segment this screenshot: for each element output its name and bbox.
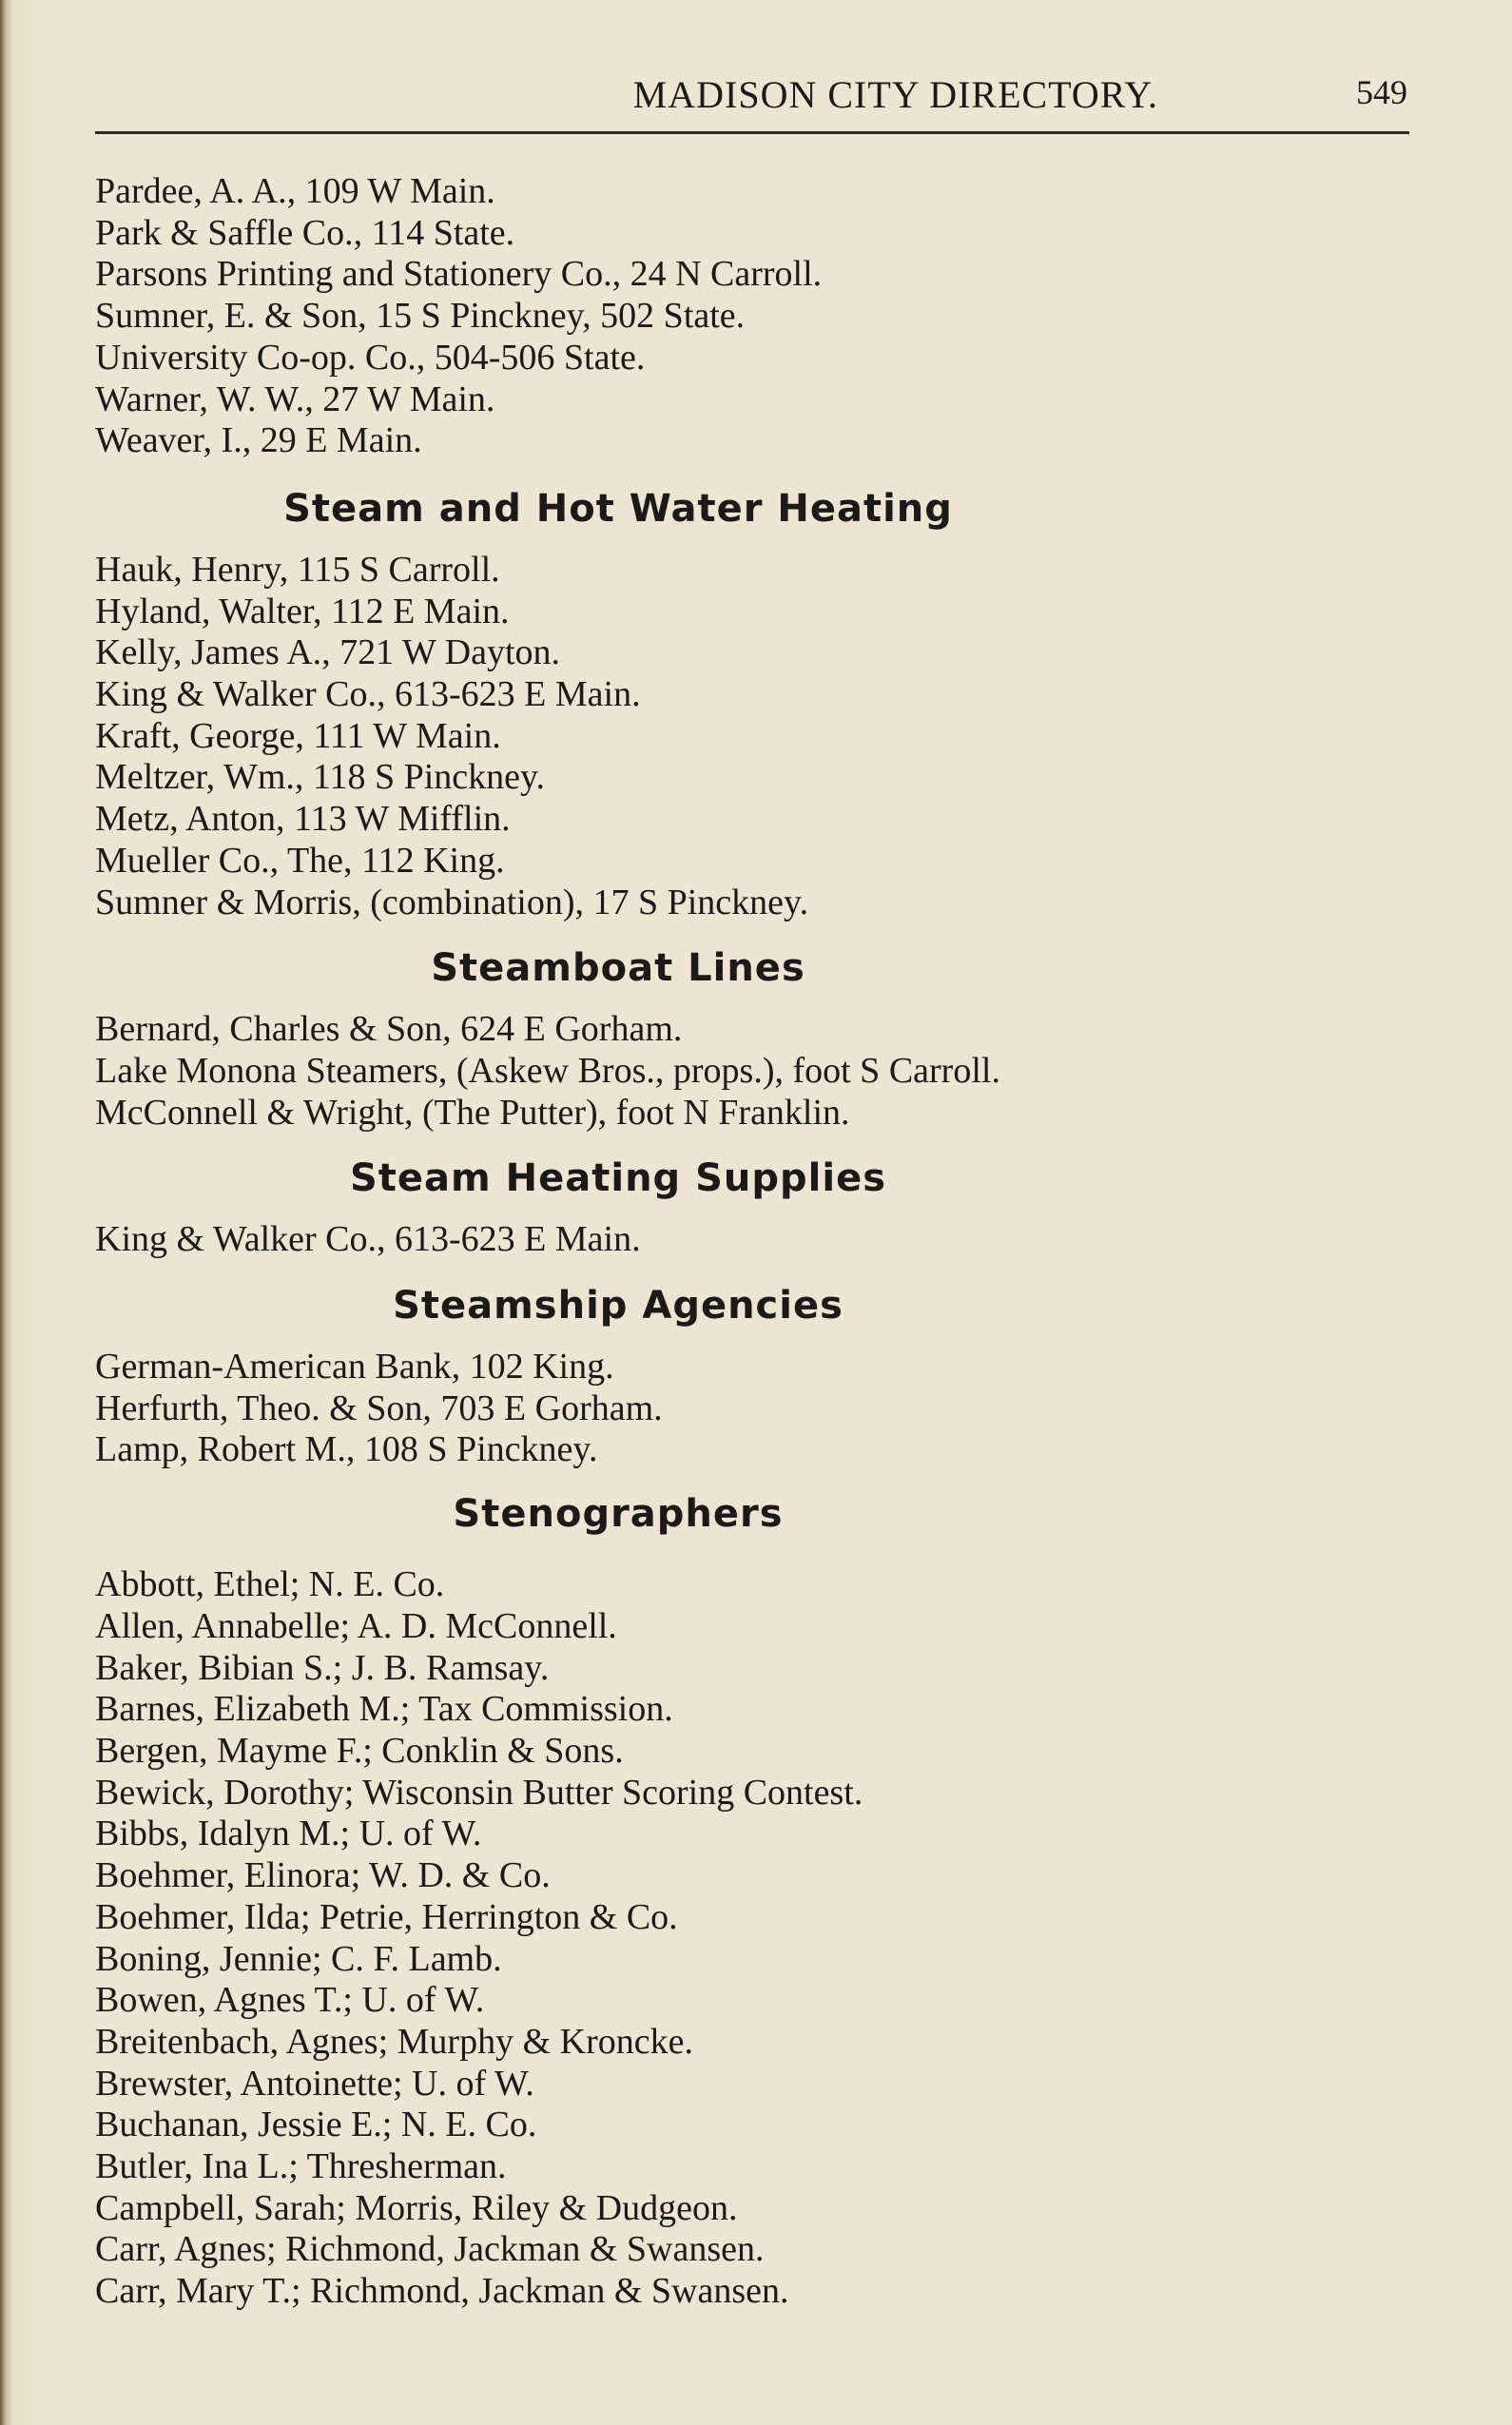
list-item: Boning, Jennie; C. F. Lamb. (95, 1938, 502, 1979)
list-item: Brewster, Antoinette; U. of W. (95, 2063, 534, 2104)
section-steamship-agencies (95, 1347, 1426, 1471)
list-item: Bibbs, Idalyn M.; U. of W. (95, 1814, 482, 1854)
list-item: Boehmer, Ilda; Petrie, Herrington & Co. (95, 1896, 678, 1937)
section-heading-steamship-agencies: Steamship Agencies (393, 1284, 843, 1329)
list-item: Mueller Co., The, 112 King. (95, 840, 505, 881)
list-item: King & Walker Co., 613-623 E Main. (95, 1219, 641, 1260)
section-steam-hot-water-heating (95, 550, 1426, 923)
section-heading-steam-hot-water-heating: Steam and Hot Water Heating (283, 486, 953, 531)
list-item: Allen, Annabelle; A. D. McConnell. (95, 1605, 617, 1646)
directory-content (95, 171, 1426, 2313)
list-item: Herfurth, Theo. & Son, 703 E Gorham. (95, 1387, 663, 1428)
list-item: Bewick, Dorothy; Wisconsin Butter Scoring Contest. (95, 1772, 863, 1813)
list-item: Kraft, George, 111 W Main. (95, 715, 501, 756)
section-stenographers (95, 1564, 1426, 2313)
list-item: Bernard, Charles & Son, 624 E Gorham. (95, 1009, 683, 1050)
list-item: Abbott, Ethel; N. E. Co. (95, 1564, 445, 1605)
list-item: King & Walker Co., 613-623 E Main. (95, 674, 641, 715)
list-item: Warner, W. W., 27 W Main. (95, 378, 495, 419)
list-item: Parsons Printing and Stationery Co., 24 N Carroll. (95, 254, 823, 295)
list-item: Butler, Ina L.; Thresherman. (95, 2146, 507, 2187)
page-number: 549 (1356, 73, 1407, 111)
list-item: Sumner, E. & Son, 15 S Pinckney, 502 State. (95, 296, 746, 337)
list-item: Park & Saffle Co., 114 State. (95, 212, 515, 253)
list-item: Carr, Agnes; Richmond, Jackman & Swansen. (95, 2229, 765, 2270)
list-item: McConnell & Wright, (The Putter), foot N Franklin. (95, 1092, 850, 1133)
list-item: German-American Bank, 102 King. (95, 1347, 614, 1387)
list-item: Weaver, I., 29 E Main. (95, 420, 422, 461)
list-item: Hauk, Henry, 115 S Carroll. (95, 549, 500, 590)
running-title: MADISON CITY DIRECTORY. (632, 73, 1158, 116)
section-steam-heating-supplies (95, 1219, 1426, 1261)
list-item: Pardee, A. A., 109 W Main. (95, 171, 495, 211)
section-heading-steamboat-lines: Steamboat Lines (431, 946, 805, 991)
list-item: Bowen, Agnes T.; U. of W. (95, 1980, 485, 2021)
list-item: Carr, Mary T.; Richmond, Jackman & Swansen. (95, 2271, 789, 2312)
continued-entries (95, 171, 1426, 462)
page-header (95, 72, 1407, 129)
list-item: Boehmer, Elinora; W. D. & Co. (95, 1855, 551, 1896)
list-item: Baker, Bibian S.; J. B. Ramsay. (95, 1647, 550, 1688)
list-item: Buchanan, Jessie E.; N. E. Co. (95, 2105, 537, 2145)
section-heading-stenographers: Stenographers (453, 1492, 784, 1537)
list-item: Lamp, Robert M., 108 S Pinckney. (95, 1429, 598, 1470)
list-item: Bergen, Mayme F.; Conklin & Sons. (95, 1730, 624, 1771)
list-item: Metz, Anton, 113 W Mifflin. (95, 799, 511, 840)
list-item: Barnes, Elizabeth M.; Tax Commission. (95, 1689, 673, 1730)
list-item: Campbell, Sarah; Morris, Riley & Dudgeon. (95, 2187, 738, 2228)
list-item: University Co-op. Co., 504-506 State. (95, 337, 646, 378)
section-steamboat-lines (95, 1009, 1426, 1134)
list-item: Sumner & Morris, (combination), 17 S Pinckney. (95, 882, 809, 922)
list-item: Meltzer, Wm., 118 S Pinckney. (95, 757, 546, 798)
list-item: Kelly, James A., 721 W Dayton. (95, 632, 561, 673)
header-rule (95, 131, 1409, 134)
list-item: Breitenbach, Agnes; Murphy & Kroncke. (95, 2021, 693, 2062)
list-item: Lake Monona Steamers, (Askew Bros., props.), foot S Carroll. (95, 1050, 1000, 1091)
list-item: Hyland, Walter, 112 E Main. (95, 591, 510, 631)
section-heading-steam-heating-supplies: Steam Heating Supplies (349, 1156, 887, 1201)
